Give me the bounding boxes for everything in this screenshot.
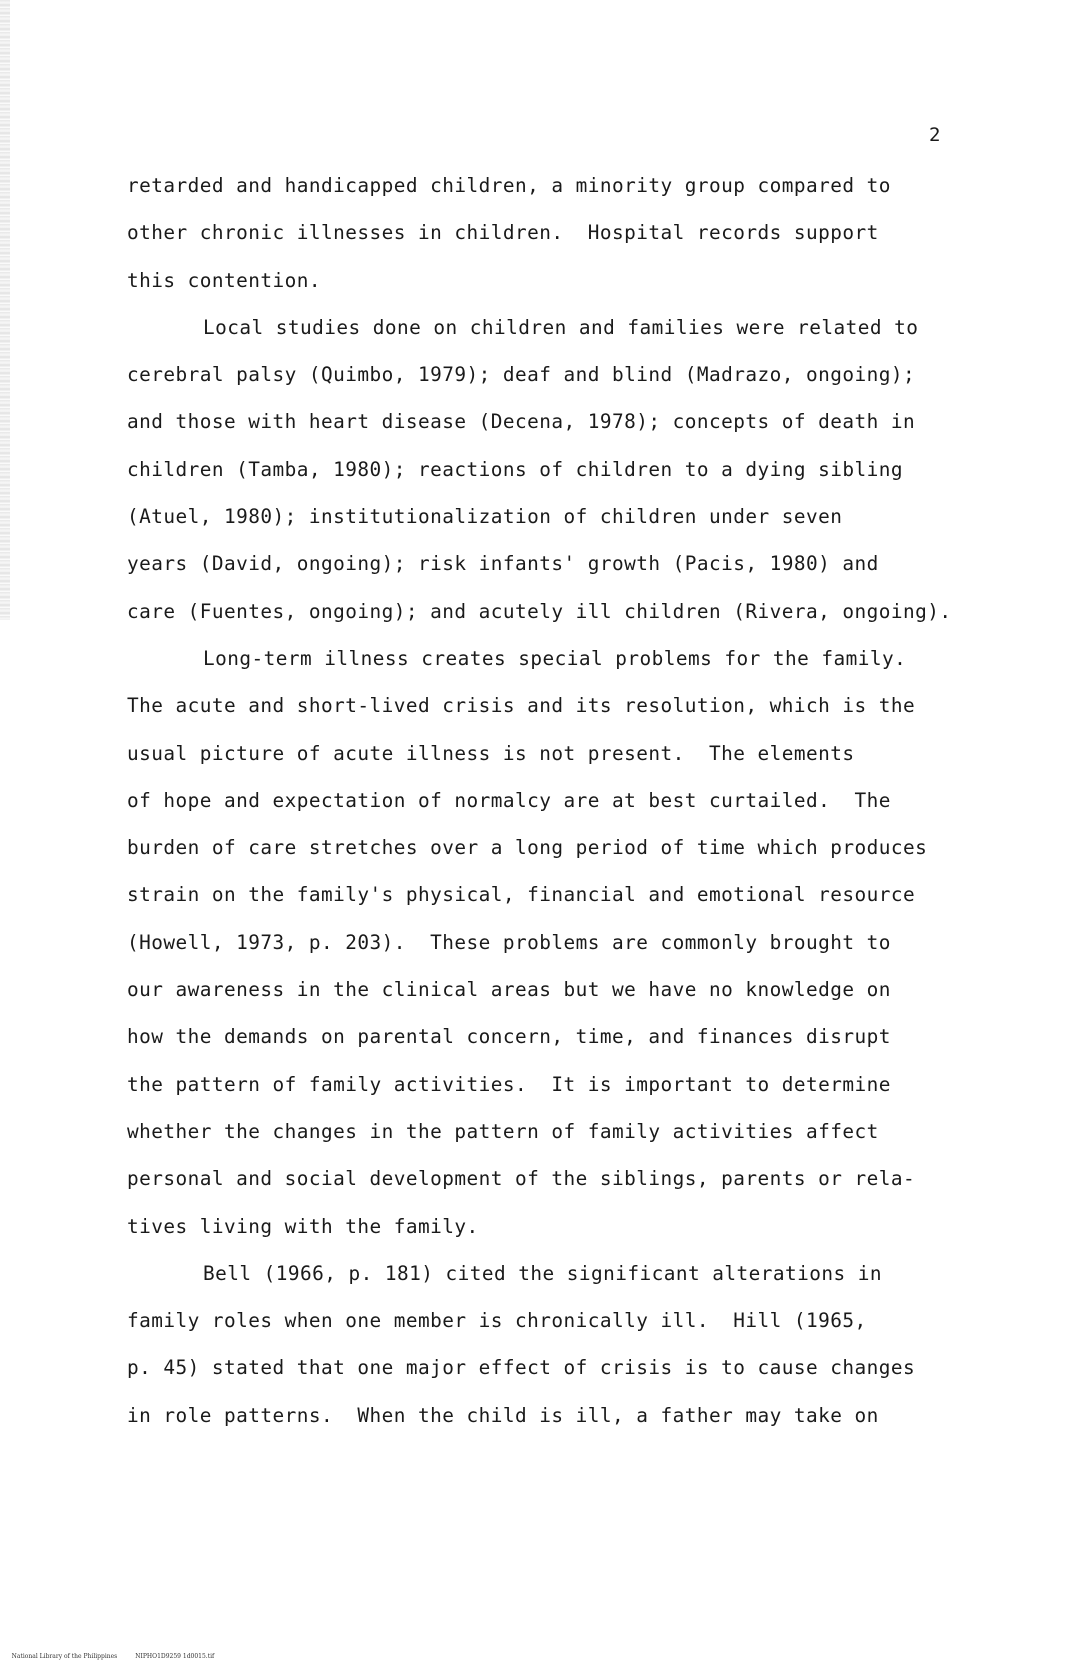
text-line: burden of care stretches over a long period of time which produces — [127, 836, 928, 860]
text-line: p. 45) stated that one major effect of crisis is to cause changes — [127, 1356, 916, 1380]
footer-library: National Library of the Philippines — [11, 1653, 118, 1660]
text-line: years (David, ongoing); risk infants' growth (Pacis, 1980) and — [127, 552, 879, 576]
text-line: this contention. — [127, 268, 321, 292]
text-line: strain on the family's physical, financial and emotional resource — [127, 883, 916, 907]
text-line: Long-term illness creates special problems for the family. — [203, 646, 907, 670]
text-line: cerebral palsy (Quimbo, 1979); deaf and blind (Madrazo, ongoing); — [127, 363, 916, 387]
text-line: our awareness in the clinical areas but we have no knowledge on — [127, 978, 891, 1002]
text-line: care (Fuentes, ongoing); and acutely ill children (Rivera, ongoing). — [127, 599, 952, 623]
text-line: whether the changes in the pattern of family activities affect — [127, 1119, 879, 1143]
text-line: Bell (1966, p. 181) cited the significant alterations in — [203, 1261, 882, 1285]
text-line: and those with heart disease (Decena, 1978); concepts of death in — [127, 410, 916, 434]
text-line: Local studies done on children and families were related to — [203, 315, 919, 339]
body-text — [127, 162, 1027, 1439]
text-line: family roles when one member is chronically ill. Hill (1965, — [127, 1309, 867, 1333]
text-line: The acute and short-lived crisis and its resolution, which is the — [127, 694, 916, 718]
text-line: personal and social development of the siblings, parents or rela- — [127, 1167, 916, 1191]
text-line: (Howell, 1973, p. 203). These problems are commonly brought to — [127, 930, 891, 954]
scan-footer — [4, 1646, 214, 1667]
text-line: tives living with the family. — [127, 1214, 479, 1238]
text-line: of hope and expectation of normalcy are at best curtailed. The — [127, 788, 891, 812]
text-line: children (Tamba, 1980); reactions of children to a dying sibling — [127, 457, 903, 481]
text-line: in role patterns. When the child is ill, a father may take on — [127, 1403, 879, 1427]
text-line: usual picture of acute illness is not present. The elements — [127, 741, 855, 765]
scan-edge-shadow — [0, 0, 10, 620]
text-line: (Atuel, 1980); institutionalization of children under seven — [127, 505, 843, 529]
footer-file: NIPHO1D9259 1d0015.tif — [135, 1653, 215, 1660]
text-line: retarded and handicapped children, a minority group compared to — [127, 174, 891, 197]
page-number: 2 — [929, 124, 941, 146]
text-line: other chronic illnesses in children. Hospital records support — [127, 221, 879, 245]
text-line: the pattern of family activities. It is important to determine — [127, 1072, 891, 1096]
text-line: how the demands on parental concern, time, and finances disrupt — [127, 1025, 891, 1049]
